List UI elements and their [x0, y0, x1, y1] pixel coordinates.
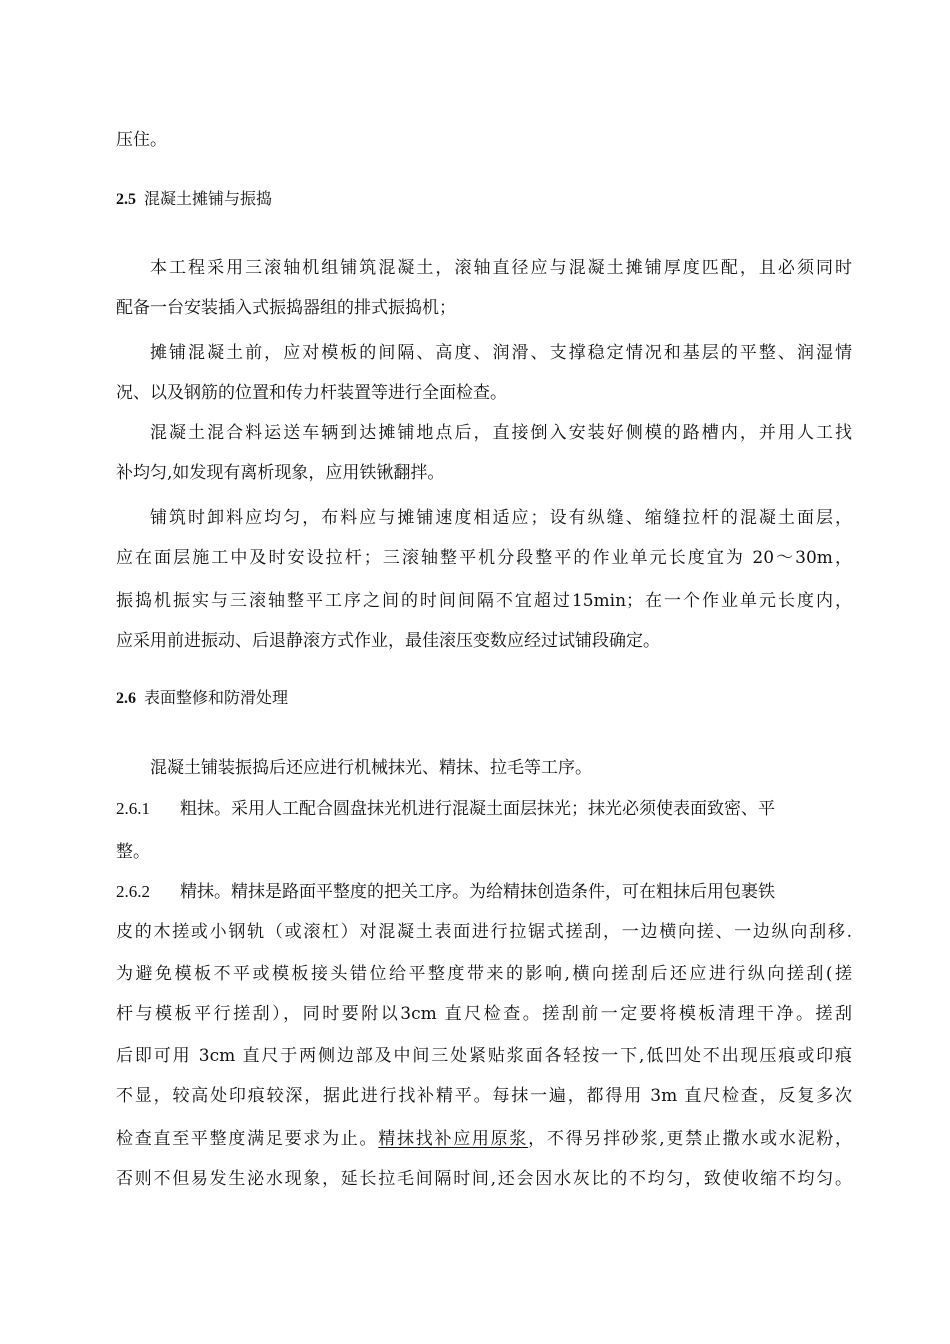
underlined-text: 精抹找补应用原浆: [378, 1129, 529, 1149]
text-line: 为避免模板不平或模板接头错位给平整度带来的影响,横向搓刮后还应进行纵向搓刮(搓: [116, 964, 852, 984]
section-title: 混凝土摊铺与振捣: [144, 189, 273, 208]
list-item: [116, 797, 852, 821]
text-line: 否则不但易发生泌水现象，延长拉毛间隔时间,还会因水灰比的不均匀，致使收缩不均匀。: [116, 1169, 852, 1189]
item-text: 粗抹。采用人工配合圆盘抹光机进行混凝土面层抹光；抹光必须使表面致密、平: [180, 799, 775, 819]
text-segment: 检查直至平整度满足要求为止。: [116, 1129, 379, 1149]
text-line: 配备一台安装插入式振捣器组的排式振捣机；: [116, 298, 456, 318]
text-line: 压住。: [116, 130, 167, 150]
text-segment: ，不得另拌砂浆,更禁止撒水或水泥粉，: [528, 1129, 853, 1149]
item-number: 2.6.1: [116, 799, 150, 818]
section-heading: [116, 686, 852, 711]
item-text: 精抹。精抹是路面平整度的把关工序。为给精抹创造条件，可在粗抹后用包裹铁: [180, 882, 775, 902]
text-line: 后即可用 3cm 直尺于两侧边部及中间三处紧贴浆面各轻按一下,低凹处不出现压痕或印痕: [116, 1046, 852, 1066]
text-line: 混凝土混合料运送车辆到达摊铺地点后，直接倒入安装好侧模的路槽内，并用人工找: [150, 423, 852, 443]
text-line: 摊铺混凝土前，应对模板的间隔、高度、润滑、支撑稳定情况和基层的平整、润湿情: [150, 343, 852, 363]
text-line: 本工程采用三滚轴机组铺筑混凝土，滚轴直径应与混凝土摊铺厚度匹配，且必须同时: [150, 258, 852, 278]
item-number: 2.6.2: [116, 882, 150, 901]
text-line: 皮的木搓或小钢轨（或滚杠）对混凝土表面进行拉锯式搓刮，一边横向搓、一边纵向刮移.: [116, 922, 852, 942]
text-line: 应在面层施工中及时安设拉杆；三滚轴整平机分段整平的作业单元长度宜为 20～30m，: [116, 548, 852, 568]
list-item: [116, 880, 852, 904]
section-number: 2.6: [116, 690, 136, 707]
text-line: 况、以及钢筋的位置和传力杆装置等进行全面检查。: [116, 383, 507, 403]
text-line: 应采用前进振动、后退静滚方式作业，最佳滚压变数应经过试铺段确定。: [116, 631, 660, 651]
text-line: 混凝土铺装振捣后还应进行机械抹光、精抹、拉毛等工序。: [150, 758, 592, 778]
text-line: 不显，较高处印痕较深，据此进行找补精平。每抹一遍，都得用 3m 直尺检查，反复多次: [116, 1086, 852, 1106]
section-number: 2.5: [116, 191, 136, 208]
text-line: 振捣机振实与三滚轴整平工序之间的时间间隔不宜超过15min；在一个作业单元长度内，: [116, 591, 852, 611]
text-line: 补均匀,如发现有离析现象，应用铁锹翻拌。: [116, 463, 445, 483]
text-line: 铺筑时卸料应均匀，布料应与摊铺速度相适应；设有纵缝、缩缝拉杆的混凝土面层，: [150, 508, 852, 528]
text-line: 整。: [116, 842, 150, 862]
text-line: 杆与模板平行搓刮），同时要附以3cm 直尺检查。搓刮前一定要将模板清理干净。搓刮: [116, 1004, 852, 1024]
section-heading: [116, 187, 852, 212]
section-title: 表面整修和防滑处理: [144, 688, 289, 707]
text-line: [116, 1127, 852, 1151]
